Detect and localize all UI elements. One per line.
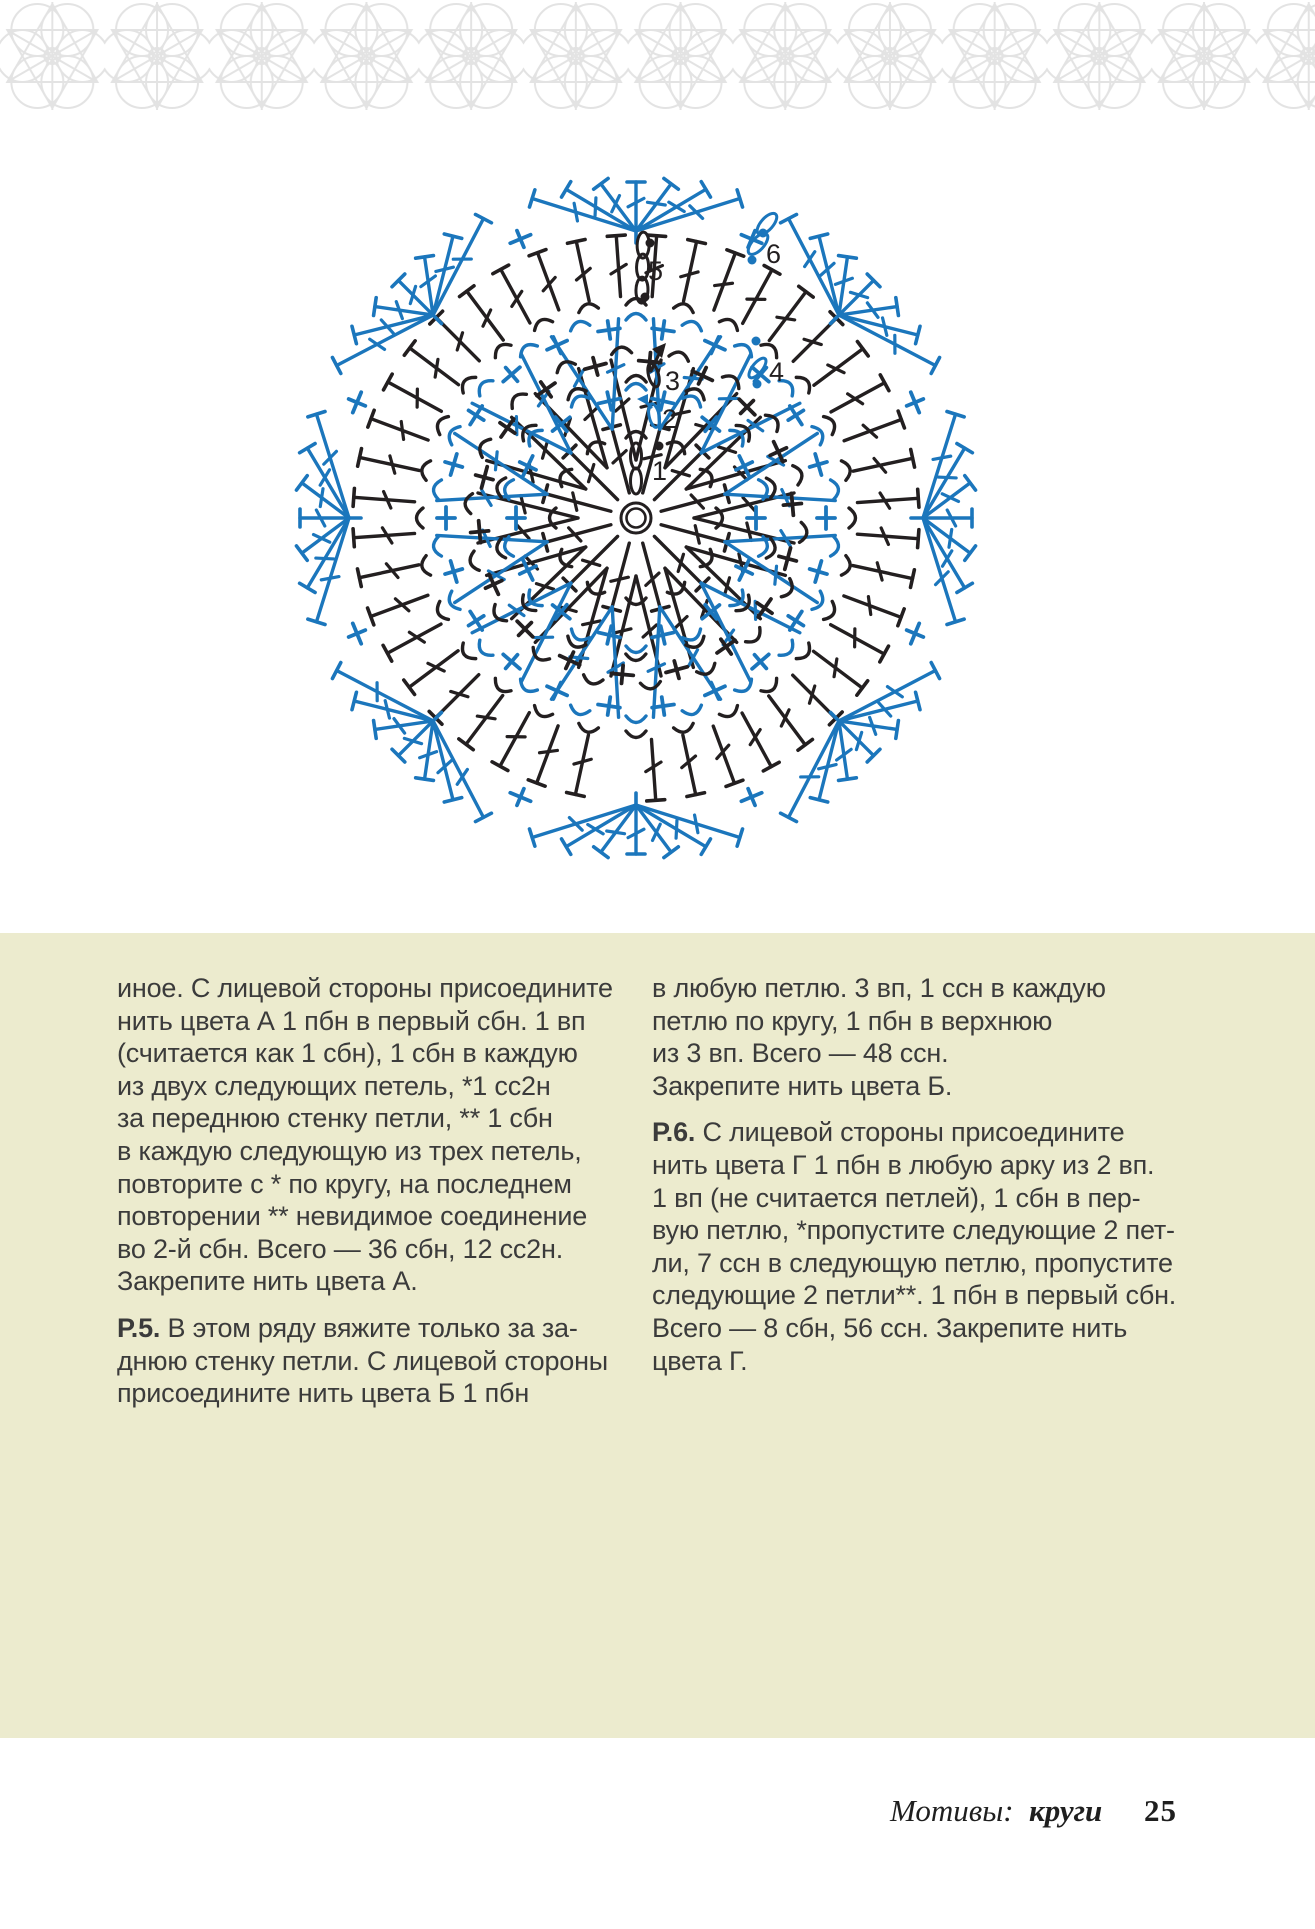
dc-stem bbox=[537, 726, 558, 783]
slip-stitch-dot bbox=[655, 442, 664, 451]
text-line: Р.5. В этом ряду вяжите только за за- bbox=[117, 1312, 578, 1343]
text-line: днюю стенку петли. С лицевой стороны bbox=[117, 1345, 609, 1376]
slip-stitch-dot bbox=[753, 380, 762, 389]
text-line: нить цвета А 1 пбн в первый сбн. 1 вп bbox=[117, 1005, 586, 1036]
sc-symbol bbox=[783, 504, 801, 506]
chain-arc-symbol bbox=[462, 377, 475, 393]
stitch-crossbar bbox=[883, 318, 887, 335]
sc-symbol bbox=[608, 321, 611, 339]
chain-arc-symbol bbox=[470, 551, 479, 570]
chain-arc-symbol bbox=[824, 417, 835, 435]
text-line: (считается как 1 сбн), 1 сбн в каждую bbox=[117, 1038, 578, 1069]
fan-dc-stem bbox=[316, 518, 349, 622]
long-stitch-stem bbox=[455, 433, 547, 494]
stitch-crossbar bbox=[747, 523, 751, 540]
dc-top-bar bbox=[965, 546, 976, 560]
crochet-chart bbox=[0, 108, 1315, 933]
dc-top-bar bbox=[810, 234, 827, 238]
slip-stitch-dot bbox=[752, 337, 761, 346]
dc-top-bar bbox=[416, 778, 434, 781]
chain-arc-symbol bbox=[841, 556, 850, 575]
dc-top-bar bbox=[664, 178, 678, 189]
stitch-crossbar bbox=[495, 452, 497, 470]
stitch-crossbar bbox=[695, 815, 698, 833]
text-line: вую петлю, *пропустите следующие 2 пет- bbox=[652, 1215, 1175, 1246]
dc-top-bar bbox=[444, 234, 461, 238]
stitch-crossbar bbox=[938, 477, 956, 478]
dc-stem bbox=[857, 534, 918, 538]
chain-arc-symbol bbox=[535, 706, 553, 717]
text-line: в каждую следующую из трех петель, bbox=[117, 1135, 582, 1166]
chain-arc-symbol bbox=[765, 415, 778, 431]
sc-symbol bbox=[662, 697, 665, 715]
stitch-crossbar bbox=[647, 202, 665, 205]
dc-top-bar bbox=[839, 778, 857, 781]
chain-arc-symbol bbox=[682, 321, 701, 330]
dc-top-bar bbox=[358, 449, 362, 467]
chain-arc-symbol bbox=[422, 461, 431, 480]
lace-pattern-fill bbox=[0, 0, 1315, 112]
dc-stem bbox=[654, 536, 702, 584]
dc-top-bar bbox=[918, 489, 919, 507]
stitch-crossbar bbox=[385, 701, 389, 718]
text-line: присоедините нить цвета Б 1 пбн bbox=[117, 1378, 530, 1409]
dc-stem bbox=[371, 419, 428, 440]
chain-arc-symbol bbox=[571, 705, 590, 714]
dc-stem bbox=[467, 291, 503, 340]
long-stitch-stem bbox=[455, 542, 547, 603]
chain-arc-symbol bbox=[626, 654, 646, 661]
chain-arc-symbol bbox=[479, 640, 493, 655]
dc-top-bar bbox=[444, 798, 461, 802]
chain-arc-symbol bbox=[462, 643, 475, 659]
chain-arc-symbol bbox=[626, 731, 646, 738]
dc-top-bar bbox=[911, 570, 915, 588]
footer-section-topic: круги bbox=[1029, 1793, 1103, 1828]
paragraph bbox=[117, 1312, 662, 1410]
stitch-crossbar bbox=[595, 198, 596, 216]
fan-dc-stem bbox=[636, 805, 740, 838]
sc-symbol bbox=[445, 462, 462, 467]
sc-symbol bbox=[662, 321, 665, 339]
chain-arc-symbol bbox=[495, 678, 511, 691]
text-line: за переднюю стенку петли, ** 1 сбн bbox=[117, 1103, 553, 1134]
sc-symbol bbox=[607, 626, 611, 644]
stitch-crossbar bbox=[435, 359, 438, 377]
dc-top-bar bbox=[404, 680, 415, 694]
dc-stem bbox=[742, 713, 771, 767]
row-label: Р.5. bbox=[117, 1312, 161, 1343]
dc-stem bbox=[409, 651, 458, 687]
dc-stem bbox=[769, 696, 805, 745]
dc-top-bar bbox=[357, 569, 361, 587]
stitch-crossbar bbox=[715, 283, 733, 285]
dc-top-bar bbox=[567, 793, 585, 797]
dc-stem bbox=[814, 651, 863, 688]
round-number-label: 1 bbox=[652, 456, 668, 486]
dc-top-bar bbox=[352, 326, 356, 343]
chain-arc-symbol bbox=[437, 601, 448, 619]
dc-stem bbox=[500, 713, 529, 766]
dc-top-bar bbox=[916, 326, 920, 343]
dc-stem bbox=[844, 596, 901, 617]
stitch-crossbar bbox=[573, 493, 577, 511]
dc-stem bbox=[410, 348, 459, 385]
chain-arc-symbol bbox=[831, 480, 839, 500]
dc-stem bbox=[651, 739, 655, 800]
chain-arc-symbol bbox=[437, 417, 448, 435]
round-number-label: 3 bbox=[665, 366, 681, 396]
page-number: 25 bbox=[1144, 1793, 1178, 1828]
stitch-crossbar bbox=[583, 621, 601, 625]
chain-arc-symbol bbox=[465, 494, 472, 514]
magic-ring-symbol bbox=[627, 509, 646, 528]
chain-arc-symbol bbox=[796, 377, 809, 393]
dc-top-bar bbox=[947, 619, 964, 624]
chain-arc-symbol bbox=[746, 628, 760, 642]
sc-symbol bbox=[607, 392, 611, 410]
instructions-left-column bbox=[117, 972, 662, 1424]
stitch-crossbar bbox=[949, 529, 952, 547]
chain-arc-symbol bbox=[640, 682, 660, 689]
dc-top-bar bbox=[594, 847, 608, 858]
dc-stem bbox=[354, 497, 415, 501]
sc-symbol bbox=[674, 661, 679, 678]
text-line: ли, 7 ссн в следующую петлю, пропустите bbox=[652, 1247, 1173, 1278]
stitch-crossbar bbox=[613, 629, 630, 633]
slip-stitch-dot bbox=[748, 256, 757, 265]
dc-top-bar bbox=[296, 476, 307, 490]
dc-top-bar bbox=[353, 529, 354, 547]
text-line: следующие 2 петли**. 1 пбн в первый сбн. bbox=[652, 1280, 1177, 1311]
sc-symbol bbox=[661, 626, 665, 644]
dc-top-bar bbox=[798, 739, 812, 750]
row-label: Р.6. bbox=[652, 1117, 696, 1148]
dc-top-bar bbox=[947, 411, 964, 416]
dc-stem bbox=[844, 420, 901, 441]
text-line: Закрепите нить цвета А. bbox=[117, 1266, 418, 1297]
chain-arc-symbol bbox=[722, 376, 738, 389]
long-stitch-stem bbox=[725, 542, 817, 603]
chain-arc-symbol bbox=[579, 723, 598, 732]
sc-symbol bbox=[779, 556, 796, 561]
chain-arc-symbol bbox=[626, 716, 646, 723]
dc-top-bar bbox=[459, 739, 473, 750]
chain-arc-symbol bbox=[495, 344, 511, 357]
dc-top-bar bbox=[737, 829, 742, 846]
chain-arc-symbol bbox=[422, 556, 431, 575]
dc-stem bbox=[570, 536, 618, 584]
slip-stitch-dot bbox=[759, 229, 768, 238]
text-line: повторите с * по кругу, на последнем bbox=[117, 1168, 572, 1199]
sc-symbol bbox=[810, 462, 827, 467]
footer-section-label: Мотивы: bbox=[890, 1793, 1014, 1828]
slip-stitch-dot bbox=[646, 239, 655, 248]
dc-top-bar bbox=[567, 239, 585, 243]
dc-stem bbox=[743, 270, 772, 323]
chain-arc-symbol bbox=[434, 480, 442, 500]
dc-top-bar bbox=[460, 286, 474, 297]
stitch-crossbar bbox=[676, 820, 677, 838]
sc-symbol bbox=[445, 569, 462, 574]
slip-stitch-dot bbox=[641, 293, 650, 302]
dc-top-bar bbox=[296, 546, 307, 560]
dc-stem bbox=[769, 292, 806, 341]
chain-arc-symbol bbox=[533, 647, 549, 660]
dc-stem bbox=[501, 269, 530, 323]
chain-arc-symbol bbox=[796, 643, 809, 659]
chain-arc-symbol bbox=[674, 723, 693, 732]
text-line: из двух следующих петель, *1 сс2н bbox=[117, 1070, 551, 1101]
dc-top-bar bbox=[647, 800, 665, 801]
dc-top-bar bbox=[737, 190, 742, 207]
chain-arc-symbol bbox=[831, 536, 839, 556]
text-line: в любую петлю. 3 вп, 1 ссн в каждую bbox=[652, 973, 1106, 1003]
text-line: повторении ** невидимое соединение bbox=[117, 1201, 588, 1232]
chain-arc-symbol bbox=[571, 321, 590, 330]
dc-top-bar bbox=[965, 476, 976, 490]
dc-stem bbox=[388, 382, 441, 411]
dc-top-bar bbox=[916, 692, 920, 709]
text-line: Всего — 8 сбн, 56 ссн. Закрепите нить bbox=[652, 1312, 1128, 1343]
dc-stem bbox=[354, 533, 415, 537]
chain-arc-symbol bbox=[761, 344, 777, 357]
chain-arc-symbol bbox=[434, 536, 442, 556]
round-number-label: 2 bbox=[662, 404, 678, 434]
text-line: во 2-й сбн. Всего — 36 сбн, 12 сс2н. bbox=[117, 1233, 563, 1264]
dc-top-bar bbox=[374, 721, 377, 739]
dc-stem bbox=[714, 253, 735, 310]
chain-arc-symbol bbox=[479, 381, 493, 396]
sc-symbol bbox=[622, 665, 624, 683]
stitch-crossbar bbox=[574, 203, 577, 221]
dc-stem bbox=[570, 452, 618, 500]
chain-arc-symbol bbox=[674, 304, 693, 313]
dc-top-bar bbox=[594, 178, 608, 189]
page-footer bbox=[890, 1793, 1177, 1829]
text-line: из 3 вп. Всего — 48 ссн. bbox=[652, 1038, 949, 1069]
dc-top-bar bbox=[308, 411, 325, 416]
chain-arc-symbol bbox=[669, 352, 688, 361]
dc-top-bar bbox=[810, 798, 827, 802]
stitch-crossbar bbox=[933, 456, 951, 459]
chain-arc-symbol bbox=[494, 604, 507, 620]
dc-top-bar bbox=[799, 286, 813, 297]
dc-top-bar bbox=[839, 256, 857, 259]
round-number-label: 6 bbox=[766, 239, 782, 269]
stitch-crossbar bbox=[477, 716, 495, 719]
chain-arc-symbol bbox=[626, 384, 646, 391]
stitch-crossbar bbox=[611, 577, 629, 581]
stitch-crossbar bbox=[316, 558, 334, 559]
sc-symbol bbox=[471, 531, 489, 533]
paragraph bbox=[652, 972, 1197, 1102]
dc-top-bar bbox=[911, 449, 915, 467]
round-number-label: 4 bbox=[769, 357, 785, 387]
dc-top-bar bbox=[857, 681, 868, 695]
paragraph bbox=[117, 972, 662, 1298]
dc-top-bar bbox=[308, 619, 325, 624]
stitch-crossbar bbox=[868, 597, 870, 615]
chain-arc-symbol bbox=[841, 461, 850, 480]
chain-arc-symbol bbox=[761, 678, 777, 691]
text-line: иное. С лицевой стороны присоедините bbox=[117, 973, 613, 1003]
stitch-crossbar bbox=[775, 566, 777, 584]
stitch-crossbar bbox=[695, 526, 699, 544]
chain-arc-symbol bbox=[584, 675, 603, 684]
dc-top-bar bbox=[918, 530, 919, 548]
sc-symbol bbox=[810, 569, 827, 574]
chain-arc-symbol bbox=[682, 705, 701, 714]
stitch-crossbar bbox=[321, 577, 339, 580]
text-line: Закрепите нить цвета Б. bbox=[652, 1070, 953, 1101]
stitch-crossbar bbox=[819, 765, 836, 769]
lace-ornament-band bbox=[0, 0, 1315, 112]
dc-top-bar bbox=[664, 847, 678, 858]
fan-dc-stem bbox=[532, 198, 636, 231]
dc-top-bar bbox=[687, 793, 705, 797]
text-line: Р.6. С лицевой стороны присоедините bbox=[652, 1117, 1125, 1148]
stitch-crossbar bbox=[777, 317, 795, 320]
dc-top-bar bbox=[404, 341, 415, 355]
dc-stem bbox=[616, 236, 620, 297]
chain-arc-symbol bbox=[824, 601, 835, 619]
dc-stem bbox=[814, 349, 863, 385]
dc-stem bbox=[371, 595, 428, 616]
stitch-crossbar bbox=[834, 659, 837, 677]
text-line: петлю по кругу, 1 пбн в верхнюю bbox=[652, 1005, 1053, 1036]
dc-stem bbox=[466, 696, 503, 745]
direction-arrow-head bbox=[637, 394, 648, 405]
text-line: нить цвета Г 1 пбн в любую арку из 2 вп. bbox=[652, 1149, 1155, 1180]
dc-top-bar bbox=[352, 692, 356, 709]
long-stitch-stem bbox=[725, 433, 817, 494]
chain-arc-symbol bbox=[793, 466, 802, 485]
chain-arc-symbol bbox=[719, 319, 737, 330]
stitch-crossbar bbox=[320, 489, 323, 507]
dc-stem bbox=[538, 253, 559, 310]
stitch-crossbar bbox=[401, 422, 403, 440]
chain-arc-symbol bbox=[612, 347, 632, 354]
dc-top-bar bbox=[648, 235, 666, 236]
sc-symbol bbox=[608, 697, 611, 715]
dc-stem bbox=[831, 625, 884, 654]
text-line: цвета Г. bbox=[652, 1345, 748, 1376]
dc-top-bar bbox=[607, 235, 625, 236]
chain-arc-symbol bbox=[512, 394, 526, 408]
stitch-crossbar bbox=[521, 495, 525, 512]
chain-arc-symbol bbox=[626, 646, 646, 653]
round-number-label: 5 bbox=[648, 256, 664, 286]
dc-stem bbox=[831, 383, 885, 412]
dc-top-bar bbox=[416, 256, 434, 259]
chain-arc-symbol bbox=[849, 508, 856, 528]
instructions-right-column bbox=[652, 972, 1197, 1391]
dc-top-bar bbox=[896, 298, 899, 316]
stitch-crossbar bbox=[607, 831, 625, 834]
dc-stem bbox=[387, 624, 441, 653]
stitch-crossbar bbox=[436, 267, 453, 271]
dc-top-bar bbox=[529, 190, 534, 207]
fan-dc-stem bbox=[923, 414, 956, 518]
paragraph bbox=[652, 1116, 1197, 1377]
dc-top-bar bbox=[374, 298, 377, 316]
dc-top-bar bbox=[688, 240, 706, 244]
sc-symbol bbox=[593, 358, 598, 375]
chain-arc-symbol bbox=[719, 706, 737, 717]
chain-stitch-symbol bbox=[631, 468, 642, 494]
chain-arc-symbol bbox=[626, 376, 646, 383]
chain-arc-symbol bbox=[626, 314, 646, 321]
chain-arc-symbol bbox=[417, 508, 424, 528]
stitch-crossbar bbox=[540, 750, 558, 752]
chain-arc-symbol bbox=[800, 522, 807, 542]
dc-stem bbox=[857, 498, 918, 502]
sc-symbol bbox=[476, 475, 493, 480]
chain-arc-symbol bbox=[535, 319, 553, 330]
dc-top-bar bbox=[896, 721, 899, 739]
chain-arc-symbol bbox=[779, 640, 793, 655]
dc-top-bar bbox=[353, 488, 354, 506]
dc-stem bbox=[713, 726, 734, 783]
text-line: 1 вп (не считается петлей), 1 сбн в пер- bbox=[652, 1182, 1141, 1213]
chain-arc-symbol bbox=[579, 304, 598, 313]
dc-top-bar bbox=[529, 829, 534, 846]
dc-top-bar bbox=[857, 342, 868, 356]
